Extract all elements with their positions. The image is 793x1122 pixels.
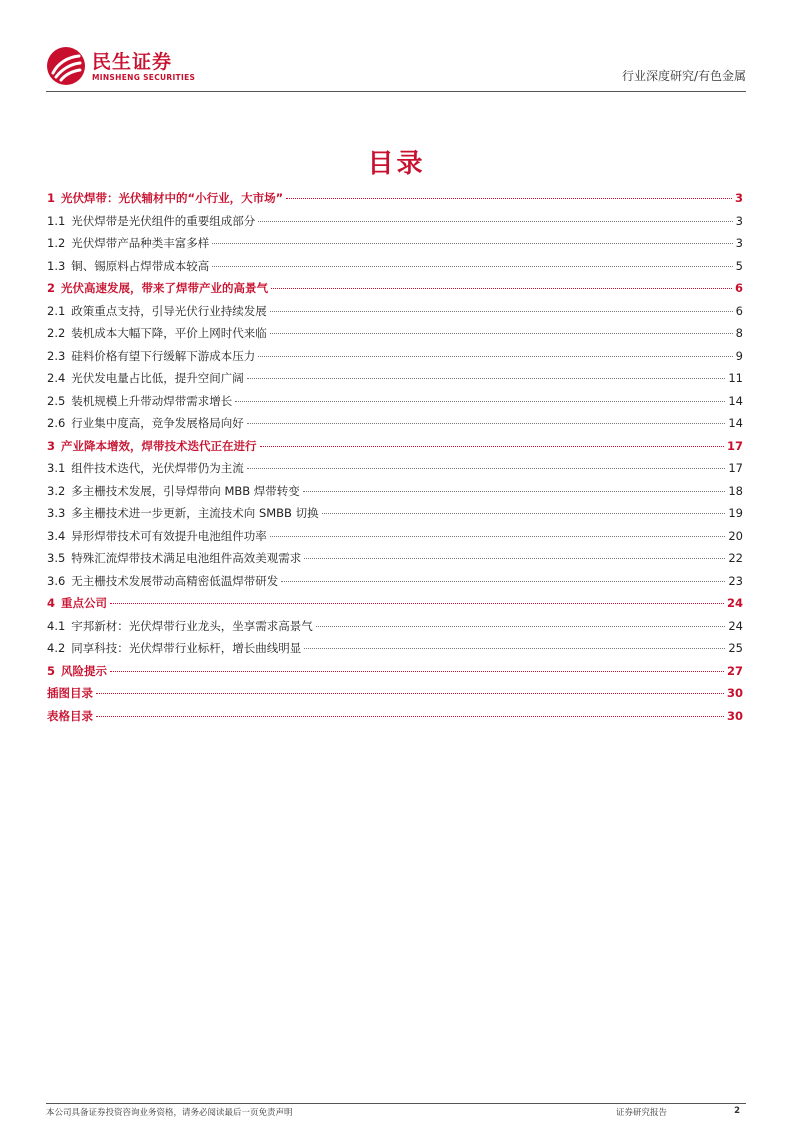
toc-entry[interactable]: [47, 325, 743, 348]
toc-entry-page: 3: [734, 191, 743, 205]
toc-entry-number: 3: [47, 438, 56, 453]
toc-leader-dots: [303, 491, 726, 492]
toc-entry[interactable]: [47, 595, 743, 618]
toc-entry-number: 5: [47, 663, 56, 678]
page-header: [46, 38, 746, 94]
toc-leader-dots: [286, 198, 732, 199]
toc-entry-page: 3: [735, 236, 743, 250]
toc-entry-number: 4.1: [47, 618, 66, 633]
toc-leader-dots: [235, 401, 725, 402]
toc-leader-dots: [96, 716, 724, 717]
minsheng-logo-icon: [46, 46, 86, 86]
toc-leader-dots: [304, 648, 725, 649]
toc-entry-number: 2.5: [47, 393, 66, 408]
toc-entry-page: 9: [735, 348, 743, 363]
toc-entry-page: 23: [728, 573, 743, 588]
header-divider: [46, 91, 746, 92]
toc-entry-number: 4: [47, 596, 56, 610]
toc-entry[interactable]: [47, 348, 743, 371]
toc-leader-dots: [110, 671, 724, 672]
toc-entry[interactable]: [47, 393, 743, 416]
toc-entry[interactable]: [47, 663, 743, 686]
toc-entry-label: 特殊汇流焊带技术满足电池组件高效美观需求: [71, 551, 302, 565]
toc-leader-dots: [247, 423, 726, 424]
toc-entry-number: 1.2: [47, 236, 66, 250]
toc-leader-dots: [270, 311, 733, 312]
toc-entry-label: 多主栅技术发展，引导焊带向 MBB 焊带转变: [71, 483, 300, 498]
toc-entry[interactable]: [47, 505, 743, 528]
toc-leader-dots: [258, 221, 732, 222]
brand-name-cn: 民生证券: [92, 51, 173, 73]
toc-entry-label: 硅料价格有望下行缓解下游成本压力: [71, 348, 256, 363]
toc-entry-label: 光伏高速发展，带来了焊带产业的高景气: [61, 281, 269, 295]
toc-leader-dots: [96, 693, 724, 694]
toc-entry[interactable]: [47, 258, 743, 281]
toc-leader-dots: [260, 446, 724, 447]
toc-entry-page: 20: [728, 528, 743, 543]
toc-leader-dots: [270, 333, 733, 334]
toc-entry-page: 22: [728, 551, 743, 565]
toc-entry-page: 24: [728, 618, 743, 633]
toc-entry-label: 政策重点支持，引导光伏行业持续发展: [71, 303, 267, 318]
toc-entry-number: 3.6: [47, 573, 66, 588]
toc-entry-label: 重点公司: [61, 596, 108, 610]
toc-entry-label: 行业集中度高，竞争发展格局向好: [71, 416, 244, 430]
toc-entry-page: 6: [735, 303, 743, 318]
toc-entry-label: 多主栅技术进一步更新，主流技术向 SMBB 切换: [71, 506, 319, 520]
toc-entry-label: 装机成本大幅下降，平价上网时代来临: [71, 326, 267, 340]
toc-entry[interactable]: [47, 438, 743, 461]
page-number: 2: [734, 1106, 740, 1116]
toc-entry-number: 2.6: [47, 416, 66, 430]
toc-entry[interactable]: [47, 280, 743, 303]
footer-divider: [46, 1103, 746, 1104]
report-type: 行业深度研究/有色金属: [621, 69, 746, 83]
toc-entry-label: 光伏焊带产品种类丰富多样: [71, 236, 210, 250]
toc-entry-page: 14: [728, 393, 743, 408]
toc-entry-label: 组件技术迭代，光伏焊带仍为主流: [71, 461, 244, 475]
toc-entry-number: 1: [47, 191, 56, 205]
toc-entry-label: 同享科技：光伏焊带行业标杆，增长曲线明显: [71, 641, 302, 655]
toc-entry[interactable]: [47, 550, 743, 573]
toc-entry-number: 4.2: [47, 641, 66, 655]
toc-entry-page: 18: [728, 483, 743, 498]
toc-entry-number: 1.1: [47, 213, 66, 228]
toc-leader-dots: [247, 468, 726, 469]
toc-leader-dots: [212, 266, 732, 267]
toc-entry-number: 2.2: [47, 326, 66, 340]
toc-entry-page: 8: [735, 326, 743, 340]
toc-leader-dots: [316, 626, 726, 627]
toc-entry[interactable]: [47, 190, 743, 213]
toc-entry-page: 19: [728, 506, 743, 520]
toc-entry-page: 17: [726, 438, 743, 453]
toc-entry[interactable]: [47, 213, 743, 236]
toc-leader-dots: [271, 288, 732, 289]
toc-entry-number: 3.3: [47, 506, 66, 520]
toc-entry-label: 表格目录: [47, 708, 93, 723]
toc-entry[interactable]: [47, 235, 743, 258]
toc-entry-page: 14: [728, 416, 743, 430]
toc-entry[interactable]: [47, 618, 743, 641]
toc-leader-dots: [281, 581, 725, 582]
toc-entry-label: 光伏焊带：光伏辅材中的“小行业，大市场”: [61, 191, 284, 205]
toc-leader-dots: [212, 243, 732, 244]
table-of-contents: [47, 190, 743, 730]
toc-entry-label: 无主栅技术发展带动高精密低温焊带研发: [71, 573, 279, 588]
toc-entry[interactable]: [47, 370, 743, 393]
toc-entry[interactable]: [47, 460, 743, 483]
toc-entry-number: 2.3: [47, 348, 66, 363]
toc-entry[interactable]: [47, 685, 743, 708]
toc-entry-number: 3.1: [47, 461, 66, 475]
toc-entry-number: 3.4: [47, 528, 66, 543]
toc-leader-dots: [258, 356, 732, 357]
toc-entry-number: 3.5: [47, 551, 66, 565]
toc-entry-label: 装机规模上升带动焊带需求增长: [71, 393, 233, 408]
toc-entry-page: 17: [728, 461, 743, 475]
toc-entry-label: 宇邦新材：光伏焊带行业龙头，坐享需求高景气: [71, 618, 313, 633]
toc-leader-dots: [110, 603, 724, 604]
brand-name-en: MINSHENG SECURITIES: [92, 73, 196, 82]
toc-entry-label: 铜、锡原料占焊带成本较高: [71, 258, 210, 273]
toc-entry-page: 3: [735, 213, 743, 228]
toc-entry-page: 25: [728, 641, 743, 655]
page-title: 目录: [367, 149, 426, 179]
toc-entry[interactable]: [47, 573, 743, 596]
toc-entry-page: 24: [726, 596, 743, 610]
toc-entry-label: 产业降本增效，焊带技术迭代正在进行: [61, 438, 257, 453]
toc-leader-dots: [247, 378, 726, 379]
toc-entry-page: 30: [726, 708, 743, 723]
toc-entry-label: 插图目录: [47, 686, 93, 700]
toc-leader-dots: [304, 558, 725, 559]
toc-entry-label: 异形焊带技术可有效提升电池组件功率: [71, 528, 267, 543]
toc-entry[interactable]: [47, 483, 743, 506]
toc-leader-dots: [322, 513, 726, 514]
toc-leader-dots: [270, 536, 726, 537]
toc-entry-page: 5: [735, 258, 743, 273]
toc-entry-label: 风险提示: [61, 663, 108, 678]
toc-entry-page: 27: [726, 663, 743, 678]
toc-entry[interactable]: [47, 415, 743, 438]
toc-entry[interactable]: [47, 640, 743, 663]
toc-entry-label: 光伏焊带是光伏组件的重要组成部分: [71, 213, 256, 228]
toc-entry[interactable]: [47, 303, 743, 326]
toc-entry-page: 11: [728, 371, 743, 385]
toc-entry[interactable]: [47, 708, 743, 731]
footer-doc-type: 证券研究报告: [616, 1108, 668, 1118]
toc-entry-number: 2.4: [47, 371, 66, 385]
toc-entry[interactable]: [47, 528, 743, 551]
toc-entry-page: 6: [734, 281, 743, 295]
toc-entry-label: 光伏发电量占比低，提升空间广阔: [71, 371, 244, 385]
toc-entry-number: 2: [47, 281, 56, 295]
toc-entry-page: 30: [726, 686, 743, 700]
toc-entry-number: 3.2: [47, 483, 66, 498]
toc-entry-number: 1.3: [47, 258, 66, 273]
toc-entry-number: 2.1: [47, 303, 66, 318]
footer-disclaimer: 本公司具备证券投资咨询业务资格，请务必阅读最后一页免责声明: [46, 1108, 293, 1118]
